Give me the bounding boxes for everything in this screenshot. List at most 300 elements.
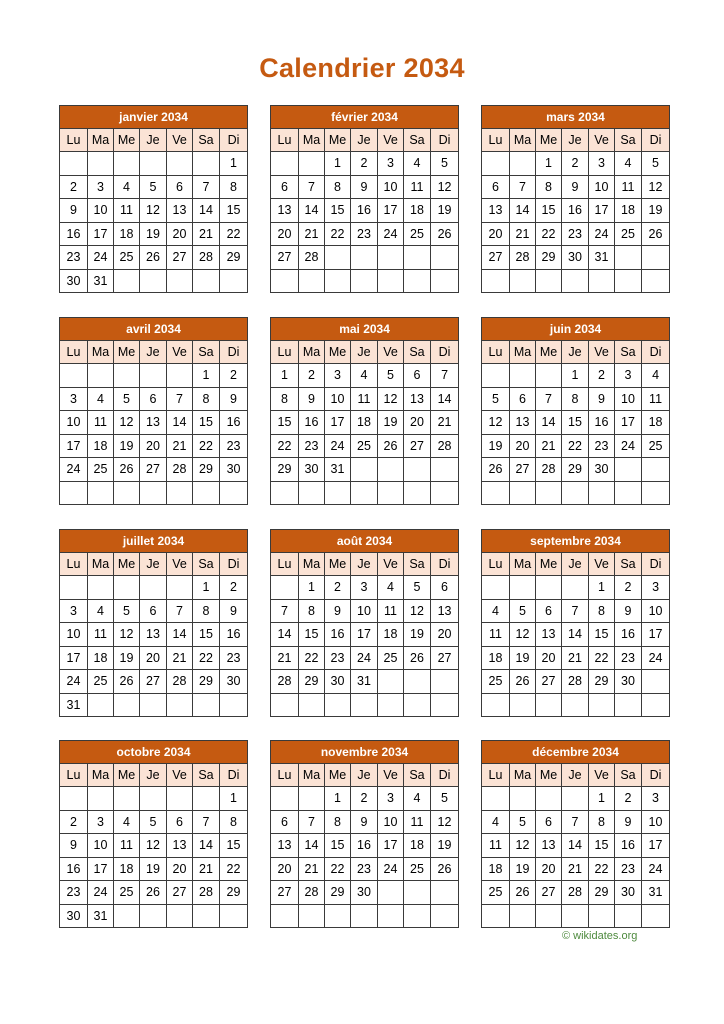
empty-cell [482, 152, 510, 176]
day-cell: 18 [351, 411, 378, 435]
month-table [270, 529, 459, 717]
day-cell: 13 [482, 199, 510, 223]
day-cell: 14 [562, 623, 589, 647]
weekday-header: Me [114, 764, 140, 787]
day-cell: 11 [88, 623, 114, 647]
empty-cell [615, 246, 642, 270]
empty-cell [642, 458, 670, 482]
day-cell: 15 [271, 411, 299, 435]
day-cell: 26 [140, 246, 167, 270]
month-title: mai 2034 [271, 318, 459, 341]
day-cell: 9 [60, 199, 88, 223]
empty-cell [482, 576, 510, 600]
day-cell: 12 [431, 175, 459, 199]
day-cell: 20 [482, 222, 510, 246]
day-cell: 13 [536, 623, 562, 647]
day-cell: 4 [404, 152, 431, 176]
empty-cell [404, 481, 431, 505]
day-cell: 22 [271, 434, 299, 458]
empty-cell [325, 246, 351, 270]
day-cell: 18 [114, 857, 140, 881]
day-cell: 3 [378, 787, 404, 811]
day-cell: 9 [589, 387, 615, 411]
month-block [270, 317, 458, 505]
day-cell: 30 [299, 458, 325, 482]
empty-cell [88, 576, 114, 600]
month-title: juin 2034 [482, 318, 670, 341]
month-block [59, 105, 247, 293]
empty-cell [378, 693, 404, 717]
day-cell: 27 [431, 646, 459, 670]
day-cell: 8 [536, 175, 562, 199]
day-cell: 15 [193, 623, 220, 647]
empty-cell [114, 152, 140, 176]
day-cell: 9 [60, 834, 88, 858]
day-cell: 15 [193, 411, 220, 435]
weekday-header: Lu [271, 341, 299, 364]
month-block [59, 740, 247, 928]
empty-cell [271, 787, 299, 811]
day-cell: 30 [220, 458, 248, 482]
empty-cell [510, 364, 536, 388]
day-cell: 19 [404, 623, 431, 647]
day-cell: 7 [271, 599, 299, 623]
day-cell: 25 [88, 670, 114, 694]
weekday-header: Je [140, 341, 167, 364]
day-cell: 2 [589, 364, 615, 388]
empty-cell [378, 670, 404, 694]
empty-cell [193, 787, 220, 811]
empty-cell [378, 269, 404, 293]
day-cell: 12 [378, 387, 404, 411]
day-cell: 23 [562, 222, 589, 246]
month-title: novembre 2034 [271, 741, 459, 764]
empty-cell [88, 693, 114, 717]
weekday-header: Ve [167, 764, 193, 787]
day-cell: 19 [140, 857, 167, 881]
empty-cell [140, 269, 167, 293]
day-cell: 29 [299, 670, 325, 694]
weekday-header: Ma [299, 341, 325, 364]
day-cell: 2 [615, 787, 642, 811]
day-cell: 5 [114, 387, 140, 411]
weekday-header: Ve [378, 764, 404, 787]
weekday-header: Ve [589, 129, 615, 152]
empty-cell [431, 693, 459, 717]
day-cell: 2 [351, 787, 378, 811]
empty-cell [114, 576, 140, 600]
empty-cell [114, 481, 140, 505]
day-cell: 23 [325, 646, 351, 670]
day-cell: 9 [299, 387, 325, 411]
empty-cell [60, 576, 88, 600]
empty-cell [193, 481, 220, 505]
day-cell: 27 [167, 246, 193, 270]
day-cell: 23 [299, 434, 325, 458]
day-cell: 3 [351, 576, 378, 600]
day-cell: 27 [271, 881, 299, 905]
day-cell: 8 [193, 599, 220, 623]
day-cell: 2 [562, 152, 589, 176]
day-cell: 7 [562, 810, 589, 834]
empty-cell [378, 246, 404, 270]
day-cell: 14 [299, 834, 325, 858]
empty-cell [431, 481, 459, 505]
empty-cell [510, 576, 536, 600]
weekday-header: Lu [60, 341, 88, 364]
day-cell: 21 [431, 411, 459, 435]
empty-cell [615, 904, 642, 928]
empty-cell [482, 269, 510, 293]
month-block [481, 740, 669, 928]
weekday-header: Je [351, 341, 378, 364]
day-cell: 3 [88, 810, 114, 834]
weekday-header: Je [351, 553, 378, 576]
day-cell: 24 [60, 458, 88, 482]
day-cell: 1 [299, 576, 325, 600]
empty-cell [404, 458, 431, 482]
empty-cell [299, 152, 325, 176]
day-cell: 29 [589, 670, 615, 694]
empty-cell [299, 481, 325, 505]
empty-cell [510, 481, 536, 505]
day-cell: 12 [431, 810, 459, 834]
weekday-header: Sa [615, 764, 642, 787]
day-cell: 17 [88, 222, 114, 246]
day-cell: 26 [404, 646, 431, 670]
empty-cell [404, 693, 431, 717]
day-cell: 3 [60, 387, 88, 411]
empty-cell [536, 576, 562, 600]
empty-cell [642, 246, 670, 270]
day-cell: 22 [220, 857, 248, 881]
weekday-header: Me [536, 764, 562, 787]
empty-cell [167, 269, 193, 293]
weekday-header: Je [351, 764, 378, 787]
day-cell: 21 [167, 434, 193, 458]
day-cell: 22 [325, 222, 351, 246]
day-cell: 14 [562, 834, 589, 858]
month-title: juillet 2034 [60, 530, 248, 553]
month-title: février 2034 [271, 106, 459, 129]
weekday-header: Lu [271, 553, 299, 576]
day-cell: 31 [88, 904, 114, 928]
day-cell: 25 [114, 246, 140, 270]
day-cell: 19 [482, 434, 510, 458]
day-cell: 19 [140, 222, 167, 246]
empty-cell [299, 904, 325, 928]
day-cell: 6 [536, 810, 562, 834]
weekday-header: Sa [404, 764, 431, 787]
day-cell: 13 [167, 199, 193, 223]
day-cell: 21 [299, 857, 325, 881]
weekday-header: Ve [378, 129, 404, 152]
month-table [270, 740, 459, 928]
weekday-header: Di [642, 341, 670, 364]
day-cell: 27 [140, 670, 167, 694]
weekday-header: Sa [193, 341, 220, 364]
day-cell: 4 [615, 152, 642, 176]
month-title: janvier 2034 [60, 106, 248, 129]
empty-cell [431, 269, 459, 293]
day-cell: 26 [510, 881, 536, 905]
day-cell: 17 [88, 857, 114, 881]
empty-cell [193, 152, 220, 176]
empty-cell [271, 904, 299, 928]
day-cell: 25 [378, 646, 404, 670]
empty-cell [378, 458, 404, 482]
weekday-header: Di [431, 553, 459, 576]
day-cell: 15 [589, 834, 615, 858]
day-cell: 25 [404, 857, 431, 881]
day-cell: 6 [404, 364, 431, 388]
day-cell: 4 [88, 387, 114, 411]
day-cell: 26 [510, 670, 536, 694]
empty-cell [325, 481, 351, 505]
day-cell: 14 [193, 834, 220, 858]
empty-cell [167, 904, 193, 928]
empty-cell [325, 269, 351, 293]
day-cell: 29 [220, 246, 248, 270]
day-cell: 17 [60, 646, 88, 670]
month-table [59, 529, 248, 717]
empty-cell [140, 904, 167, 928]
day-cell: 10 [325, 387, 351, 411]
empty-cell [271, 576, 299, 600]
day-cell: 6 [271, 810, 299, 834]
day-cell: 7 [431, 364, 459, 388]
day-cell: 28 [536, 458, 562, 482]
day-cell: 13 [536, 834, 562, 858]
day-cell: 17 [351, 623, 378, 647]
day-cell: 11 [642, 387, 670, 411]
month-block [481, 317, 669, 505]
month-table [59, 740, 248, 928]
day-cell: 26 [114, 670, 140, 694]
month-block [270, 529, 458, 717]
empty-cell [60, 787, 88, 811]
weekday-header: Sa [615, 553, 642, 576]
day-cell: 18 [404, 199, 431, 223]
day-cell: 6 [482, 175, 510, 199]
day-cell: 6 [536, 599, 562, 623]
day-cell: 29 [193, 458, 220, 482]
month-block [270, 740, 458, 928]
day-cell: 19 [431, 834, 459, 858]
weekday-header: Sa [615, 341, 642, 364]
day-cell: 3 [378, 152, 404, 176]
day-cell: 13 [140, 623, 167, 647]
day-cell: 28 [562, 881, 589, 905]
empty-cell [642, 670, 670, 694]
day-cell: 1 [562, 364, 589, 388]
weekday-header: Je [562, 553, 589, 576]
day-cell: 12 [482, 411, 510, 435]
weekday-header: Ma [88, 341, 114, 364]
day-cell: 14 [167, 411, 193, 435]
empty-cell [220, 904, 248, 928]
day-cell: 16 [615, 834, 642, 858]
empty-cell [271, 693, 299, 717]
day-cell: 19 [642, 199, 670, 223]
day-cell: 20 [536, 857, 562, 881]
empty-cell [193, 269, 220, 293]
day-cell: 28 [193, 246, 220, 270]
month-table [59, 105, 248, 293]
weekday-header: Di [431, 341, 459, 364]
day-cell: 2 [60, 175, 88, 199]
empty-cell [431, 904, 459, 928]
day-cell: 2 [299, 364, 325, 388]
day-cell: 31 [88, 269, 114, 293]
day-cell: 21 [510, 222, 536, 246]
day-cell: 20 [271, 222, 299, 246]
month-block [59, 529, 247, 717]
day-cell: 16 [60, 857, 88, 881]
weekday-header: Je [562, 341, 589, 364]
day-cell: 16 [299, 411, 325, 435]
empty-cell [220, 269, 248, 293]
empty-cell [140, 787, 167, 811]
day-cell: 30 [589, 458, 615, 482]
day-cell: 16 [351, 834, 378, 858]
day-cell: 24 [325, 434, 351, 458]
day-cell: 12 [114, 411, 140, 435]
day-cell: 7 [193, 175, 220, 199]
day-cell: 20 [404, 411, 431, 435]
day-cell: 20 [140, 434, 167, 458]
empty-cell [351, 904, 378, 928]
day-cell: 16 [220, 623, 248, 647]
empty-cell [482, 904, 510, 928]
weekday-header: Di [642, 764, 670, 787]
empty-cell [114, 787, 140, 811]
day-cell: 11 [404, 175, 431, 199]
empty-cell [536, 364, 562, 388]
day-cell: 26 [482, 458, 510, 482]
empty-cell [351, 269, 378, 293]
day-cell: 3 [60, 599, 88, 623]
day-cell: 27 [510, 458, 536, 482]
day-cell: 4 [482, 599, 510, 623]
day-cell: 27 [140, 458, 167, 482]
day-cell: 28 [167, 458, 193, 482]
day-cell: 30 [615, 881, 642, 905]
empty-cell [220, 481, 248, 505]
day-cell: 8 [220, 810, 248, 834]
empty-cell [193, 904, 220, 928]
day-cell: 23 [220, 434, 248, 458]
day-cell: 25 [482, 881, 510, 905]
day-cell: 6 [431, 576, 459, 600]
day-cell: 10 [60, 411, 88, 435]
day-cell: 4 [482, 810, 510, 834]
day-cell: 2 [220, 576, 248, 600]
empty-cell [510, 152, 536, 176]
day-cell: 12 [404, 599, 431, 623]
day-cell: 24 [378, 222, 404, 246]
day-cell: 15 [536, 199, 562, 223]
day-cell: 8 [589, 599, 615, 623]
day-cell: 11 [482, 623, 510, 647]
day-cell: 3 [642, 576, 670, 600]
day-cell: 26 [431, 857, 459, 881]
day-cell: 5 [431, 152, 459, 176]
day-cell: 18 [482, 857, 510, 881]
day-cell: 6 [167, 810, 193, 834]
day-cell: 17 [642, 623, 670, 647]
day-cell: 23 [60, 881, 88, 905]
day-cell: 25 [482, 670, 510, 694]
empty-cell [536, 904, 562, 928]
day-cell: 19 [510, 857, 536, 881]
page-title: Calendrier 2034 [259, 53, 465, 83]
empty-cell [615, 481, 642, 505]
day-cell: 18 [378, 623, 404, 647]
day-cell: 8 [325, 175, 351, 199]
empty-cell [642, 904, 670, 928]
day-cell: 4 [88, 599, 114, 623]
day-cell: 12 [510, 623, 536, 647]
empty-cell [536, 693, 562, 717]
day-cell: 28 [562, 670, 589, 694]
day-cell: 31 [589, 246, 615, 270]
day-cell: 25 [88, 458, 114, 482]
empty-cell [536, 481, 562, 505]
empty-cell [351, 246, 378, 270]
day-cell: 3 [615, 364, 642, 388]
weekday-header: Je [562, 764, 589, 787]
day-cell: 23 [60, 246, 88, 270]
day-cell: 9 [615, 810, 642, 834]
weekday-header: Ma [510, 341, 536, 364]
day-cell: 10 [351, 599, 378, 623]
empty-cell [378, 904, 404, 928]
day-cell: 13 [431, 599, 459, 623]
empty-cell [167, 693, 193, 717]
day-cell: 24 [88, 881, 114, 905]
day-cell: 3 [642, 787, 670, 811]
empty-cell [536, 787, 562, 811]
day-cell: 10 [615, 387, 642, 411]
day-cell: 8 [562, 387, 589, 411]
empty-cell [431, 881, 459, 905]
day-cell: 22 [589, 646, 615, 670]
empty-cell [431, 670, 459, 694]
weekday-header: Je [140, 129, 167, 152]
weekday-header: Me [536, 553, 562, 576]
weekday-header: Ve [167, 553, 193, 576]
day-cell: 8 [271, 387, 299, 411]
day-cell: 24 [642, 857, 670, 881]
day-cell: 9 [220, 387, 248, 411]
day-cell: 8 [325, 810, 351, 834]
month-title: août 2034 [271, 530, 459, 553]
empty-cell [114, 904, 140, 928]
day-cell: 18 [88, 434, 114, 458]
day-cell: 18 [482, 646, 510, 670]
day-cell: 13 [404, 387, 431, 411]
weekday-header: Ma [510, 764, 536, 787]
day-cell: 8 [589, 810, 615, 834]
day-cell: 8 [299, 599, 325, 623]
weekday-header: Lu [482, 341, 510, 364]
day-cell: 11 [88, 411, 114, 435]
weekday-header: Ma [299, 764, 325, 787]
day-cell: 16 [325, 623, 351, 647]
day-cell: 4 [351, 364, 378, 388]
day-cell: 25 [642, 434, 670, 458]
